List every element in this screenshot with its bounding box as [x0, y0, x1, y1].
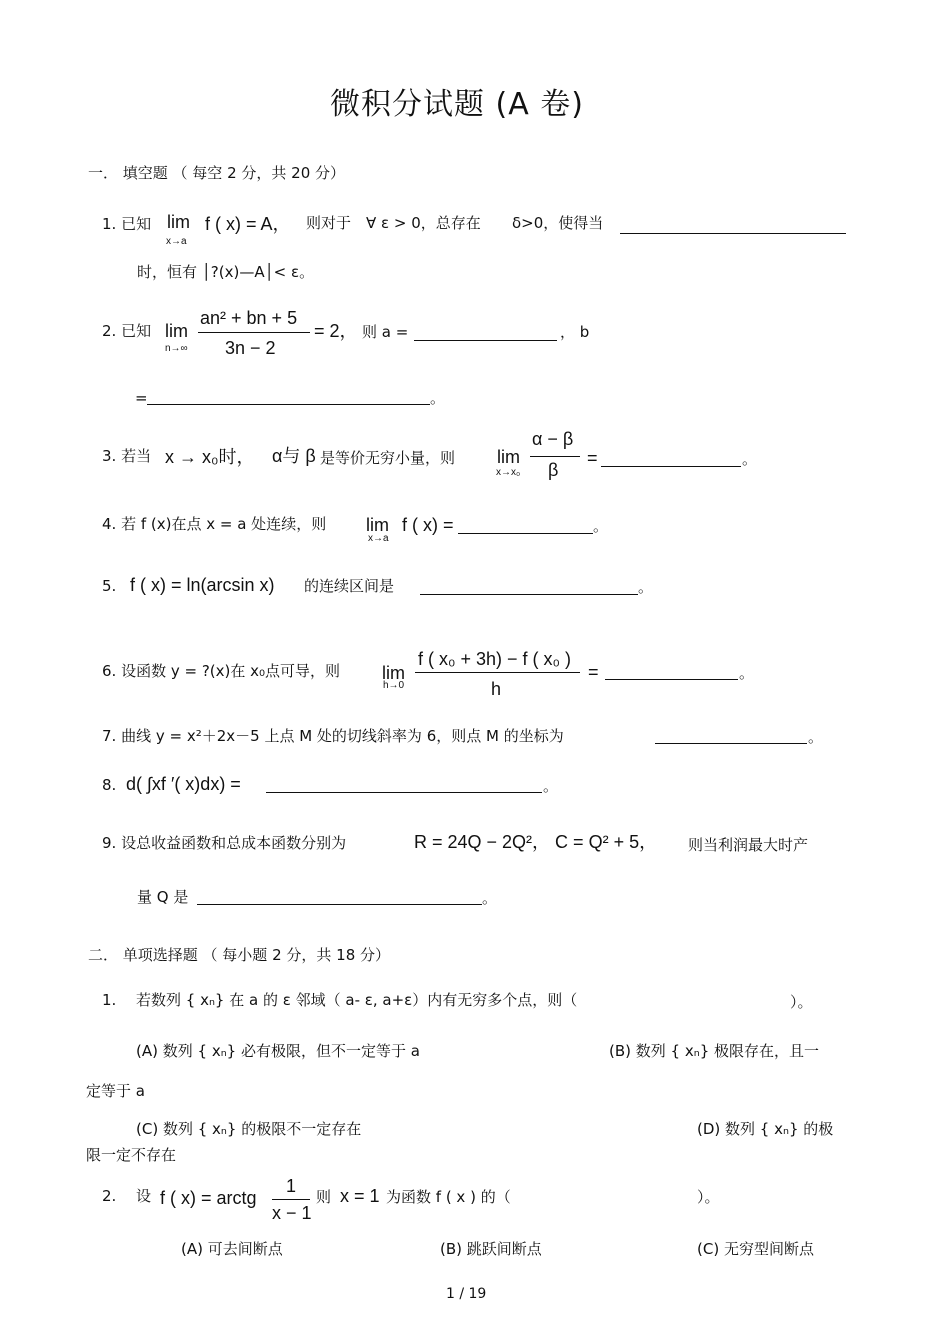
q2-denominator: 3n − 2 [225, 338, 276, 358]
q3-answer-blank[interactable] [601, 466, 741, 467]
q3-end: 。 [742, 450, 758, 468]
q6-fraction-bar [415, 672, 580, 673]
q7-text: 7. 曲线 y = x²＋2x－5 上点 M 处的切线斜率为 6，则点 M 的坐标为 [102, 727, 564, 745]
q7-end: 。 [808, 728, 824, 746]
q6-lim: lim [382, 663, 405, 683]
q6-denominator: h [491, 679, 502, 699]
mc1-option-d-cont: 限一定不存在 [86, 1146, 177, 1164]
mc1-option-d: (D) 数列 { xₙ} 的极 [697, 1120, 834, 1138]
q9-end: 。 [482, 889, 498, 907]
q4-number: 4. 若 f (x)在点 x = a 处连续，则 [102, 515, 327, 533]
q1-expr: f ( x) = A， [205, 214, 291, 234]
q3-lim: lim [497, 447, 520, 467]
mc2-then: 则 [316, 1188, 332, 1206]
q3-lim-sub: x→x₀ [496, 467, 521, 478]
q5-end: 。 [638, 578, 654, 596]
q7-answer-blank[interactable] [655, 743, 807, 744]
q2-b-blank[interactable] [147, 404, 430, 405]
q2-lim-sub: n→∞ [165, 343, 188, 354]
q4-end: 。 [593, 517, 609, 535]
q3-alpha-beta: α与 β [272, 446, 316, 466]
q3-fraction-bar [530, 456, 580, 457]
q9-text2: 则当利润最大时产 [688, 836, 809, 854]
mc2-fraction-bar [272, 1199, 310, 1200]
q1-number: 1. 已知 [102, 215, 152, 233]
mc2-option-c: (C) 无穷型间断点 [697, 1240, 814, 1258]
q4-answer-blank[interactable] [458, 533, 593, 534]
q3-eq: = [587, 448, 598, 468]
mc2-expr: f ( x) = arctg [160, 1188, 257, 1208]
q1-answer-blank[interactable] [620, 233, 846, 234]
mc1-end: ）。 [790, 993, 813, 1011]
q6-end: 。 [739, 664, 755, 682]
section-heading-fill-in: 一． 填空题 （ 每空 2 分，共 20 分） [88, 164, 346, 182]
q6-eq: = [588, 662, 599, 682]
mc1-text: 若数列 { xₙ} 在 a 的 ε 邻域（ a- ε, a+ε）内有无穷多个点，则（ [136, 991, 578, 1009]
mc1-option-b: (B) 数列 { xₙ} 极限存在，且一 [609, 1042, 820, 1060]
mc1-option-c: (C) 数列 { xₙ} 的极限不一定存在 [136, 1120, 362, 1138]
mc1-option-b-cont: 定等于 a [86, 1082, 145, 1100]
mc1-number: 1. [102, 991, 117, 1009]
q4-lim: lim [366, 515, 389, 535]
q5-answer-blank[interactable] [420, 594, 638, 595]
q1-lim-sub: x→a [166, 236, 187, 247]
q3-numerator: α − β [532, 429, 574, 449]
mc1-option-a: (A) 数列 { xₙ} 必有极限，但不一定等于 a [136, 1042, 420, 1060]
q3-text: 是等价无穷小量，则 [320, 449, 456, 467]
q2-number: 2. 已知 [102, 322, 152, 340]
mc2-denominator: x − 1 [272, 1203, 312, 1223]
q1-delta: δ>0，使得当 [512, 214, 604, 232]
q2-b: ， b [560, 323, 590, 341]
q1-forall: ∀ ε > 0，总存在 [366, 214, 481, 232]
q8-answer-blank[interactable] [266, 792, 542, 793]
mc2-number: 2. [102, 1187, 117, 1205]
q9-line2: 量 Q 是 [137, 888, 189, 906]
section-heading-multiple-choice: 二． 单项选择题 （ 每小题 2 分，共 18 分） [88, 946, 391, 964]
q2-numerator: an² + bn + 5 [200, 308, 298, 328]
q6-number: 6. 设函数 y = ?(x)在 x₀点可导，则 [102, 662, 341, 680]
q4-expr: f ( x) = [402, 515, 454, 535]
q2-eq: = 2， [314, 321, 358, 341]
q1-lim: lim [167, 212, 190, 232]
q3-cond: x → x₀时， [165, 447, 255, 467]
q2-text: 则 a = [362, 323, 409, 341]
mc2-set: 设 [136, 1187, 152, 1205]
q6-numerator: f ( x₀ + 3h) − f ( x₀ ) [418, 649, 571, 669]
q9-answer-blank[interactable] [197, 904, 482, 905]
q1-text1: 则对于 [306, 214, 352, 232]
mc2-option-b: (B) 跳跃间断点 [440, 1240, 542, 1258]
mc2-text: 为函数 f ( x ) 的（ [386, 1188, 511, 1206]
q3-denominator: β [548, 460, 559, 480]
q8-expr: d( ∫xf ′( x)dx) = [126, 774, 241, 794]
q2-lim: lim [165, 321, 188, 341]
q2-eq2: = [135, 389, 148, 407]
q1-line2: 时，恒有 │?(x)—A│< ε。 [137, 263, 315, 281]
mc2-end: ）。 [697, 1188, 720, 1206]
q9-expr: R = 24Q − 2Q²， C = Q² + 5， [414, 832, 658, 852]
q8-end: 。 [543, 777, 559, 795]
q6-answer-blank[interactable] [605, 679, 738, 680]
q2-a-blank[interactable] [414, 340, 557, 341]
q5-expr: f ( x) = ln(arcsin x) [130, 575, 275, 595]
q6-lim-sub: h→0 [383, 680, 405, 691]
q5-number: 5. [102, 577, 117, 595]
q9-text: 9. 设总收益函数和总成本函数分别为 [102, 834, 347, 852]
q2-end: 。 [430, 389, 446, 407]
q2-fraction-bar [198, 332, 310, 333]
q8-number: 8. [102, 776, 117, 794]
mc2-option-a: (A) 可去间断点 [181, 1240, 283, 1258]
mc2-x-equals-1: x = 1 [340, 1186, 380, 1206]
q3-number: 3. 若当 [102, 447, 152, 465]
page-title: 微积分试题 (A 卷) [330, 87, 585, 122]
mc2-numerator: 1 [286, 1176, 297, 1196]
q5-text: 的连续区间是 [304, 577, 395, 595]
page-number: 1 / 19 [446, 1286, 487, 1302]
q4-lim-sub: x→a [368, 533, 389, 544]
